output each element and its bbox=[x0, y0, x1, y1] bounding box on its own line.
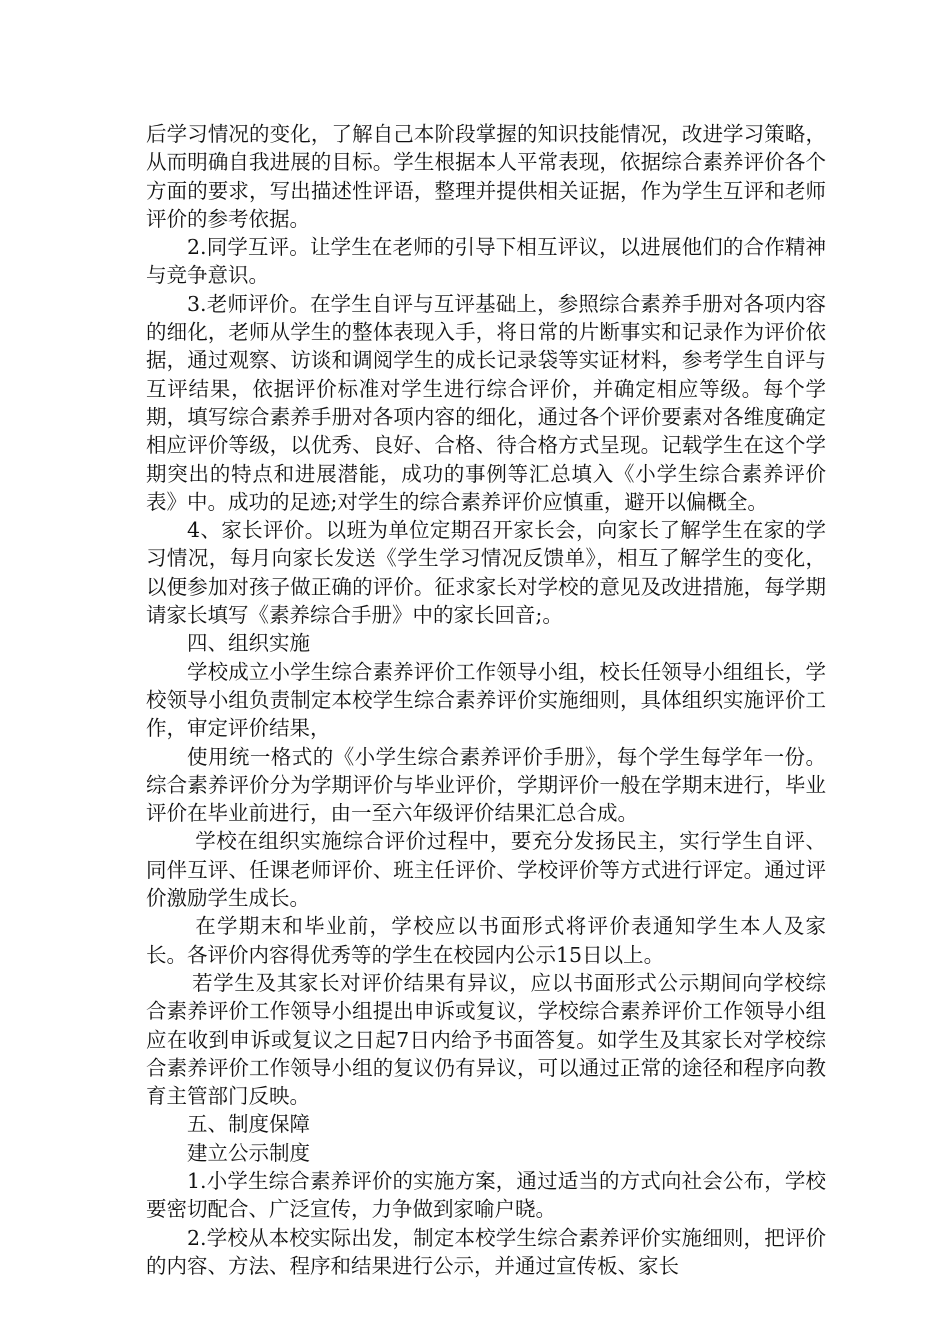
paragraph-parent-evaluation: 4、家长评价。以班为单位定期召开家长会，向家长了解学生在家的学习情况，每月向家长发送《学生学习情况反馈单》，相互了解学生的变化，以便参加对孩子做正确的评价。征求家长对学校的意见及改进措施，每学期请家长填写《素养综合手册》中的家长回音;。 bbox=[146, 518, 826, 628]
paragraph-evaluation-handbook: 使用统一格式的《小学生综合素养评价手册》，每个学生每学年一份。综合素养评价分为学期评价与毕业评价，学期评价一般在学期末进行，毕业评价在毕业前进行，由一至六年级评价结果汇总合成。 bbox=[146, 744, 826, 826]
paragraph-self-evaluation-continued: 后学习情况的变化，了解自己本阶段掌握的知识技能情况，改进学习策略，从而明确自我进展的目标。学生根据本人平常表现，依据综合素养评价各个方面的要求，写出描述性评语，整理并提供相关证据，作为学生互评和老师评价的参考依据。 bbox=[146, 122, 826, 231]
paragraph-appeal-process: 若学生及其家长对评价结果有异议，应以书面形式公示期间向学校综合素养评价工作领导小组提出申诉或复议，学校综合素养评价工作领导小组应在收到申诉或复议之日起7日内给予书面答复。如学生及其家长对学校综合素养评价工作领导小组的复议仍有异议，可以通过正常的途径和程序向教育主管部门反映。 bbox=[146, 970, 826, 1109]
paragraph-teacher-evaluation: 3.老师评价。在学生自评与互评基础上，参照综合素养手册对各项内容的细化，老师从学生的整体表现入手，将日常的片断事实和记录作为评价依据，通过观察、访谈和调阅学生的成长记录袋等实证材料，参考学生自评与互评结果，依据评价标准对学生进行综合评价，并确定相应等级。每个学期，填写综合素养手册对各项内容的细化，通过各个评价要素对各维度确定相应评价等级，以优秀、良好、合格、待合格方式呈现。记载学生在这个学期突出的特点和进展潜能，成功的事例等汇总填入《小学生综合素养评价表》中。成功的足迹;对学生的综合素养评价应慎重，避开以偏概全。 bbox=[146, 291, 826, 514]
paragraph-publicity-item-1: 1.小学生综合素养评价的实施方案，通过适当的方式向社会公布，学校要密切配合、广泛宣传，力争做到家喻户晓。 bbox=[146, 1168, 826, 1222]
paragraph-peer-evaluation: 2.同学互评。让学生在老师的引导下相互评议，以进展他们的合作精神与竞争意识。 bbox=[146, 235, 826, 288]
paragraph-democratic-process: 学校在组织实施综合评价过程中，要充分发扬民主，实行学生自评、同伴互评、任课老师评价、班主任评价、学校评价等方式进行评定。通过评价激励学生成长。 bbox=[146, 829, 826, 911]
document-page bbox=[146, 120, 826, 1280]
section-heading-system-guarantee: 五、制度保障 bbox=[187, 1112, 310, 1137]
section-heading-organization: 四、组织实施 bbox=[187, 631, 310, 656]
subheading-publicity-system: 建立公示制度 bbox=[187, 1140, 310, 1165]
paragraph-publicity-item-2: 2.学校从本校实际出发，制定本校学生综合素养评价实施细则，把评价的内容、方法、程序和结果进行公示，并通过宣传板、家长 bbox=[146, 1225, 826, 1278]
paragraph-written-notice: 在学期末和毕业前，学校应以书面形式将评价表通知学生本人及家长。各评价内容得优秀等的学生在校园内公示15日以上。 bbox=[146, 914, 826, 967]
paragraph-leadership-group: 学校成立小学生综合素养评价工作领导小组，校长任领导小组组长，学校领导小组负责制定本校学生综合素养评价实施细则，具体组织实施评价工作，审定评价结果， bbox=[146, 659, 826, 741]
